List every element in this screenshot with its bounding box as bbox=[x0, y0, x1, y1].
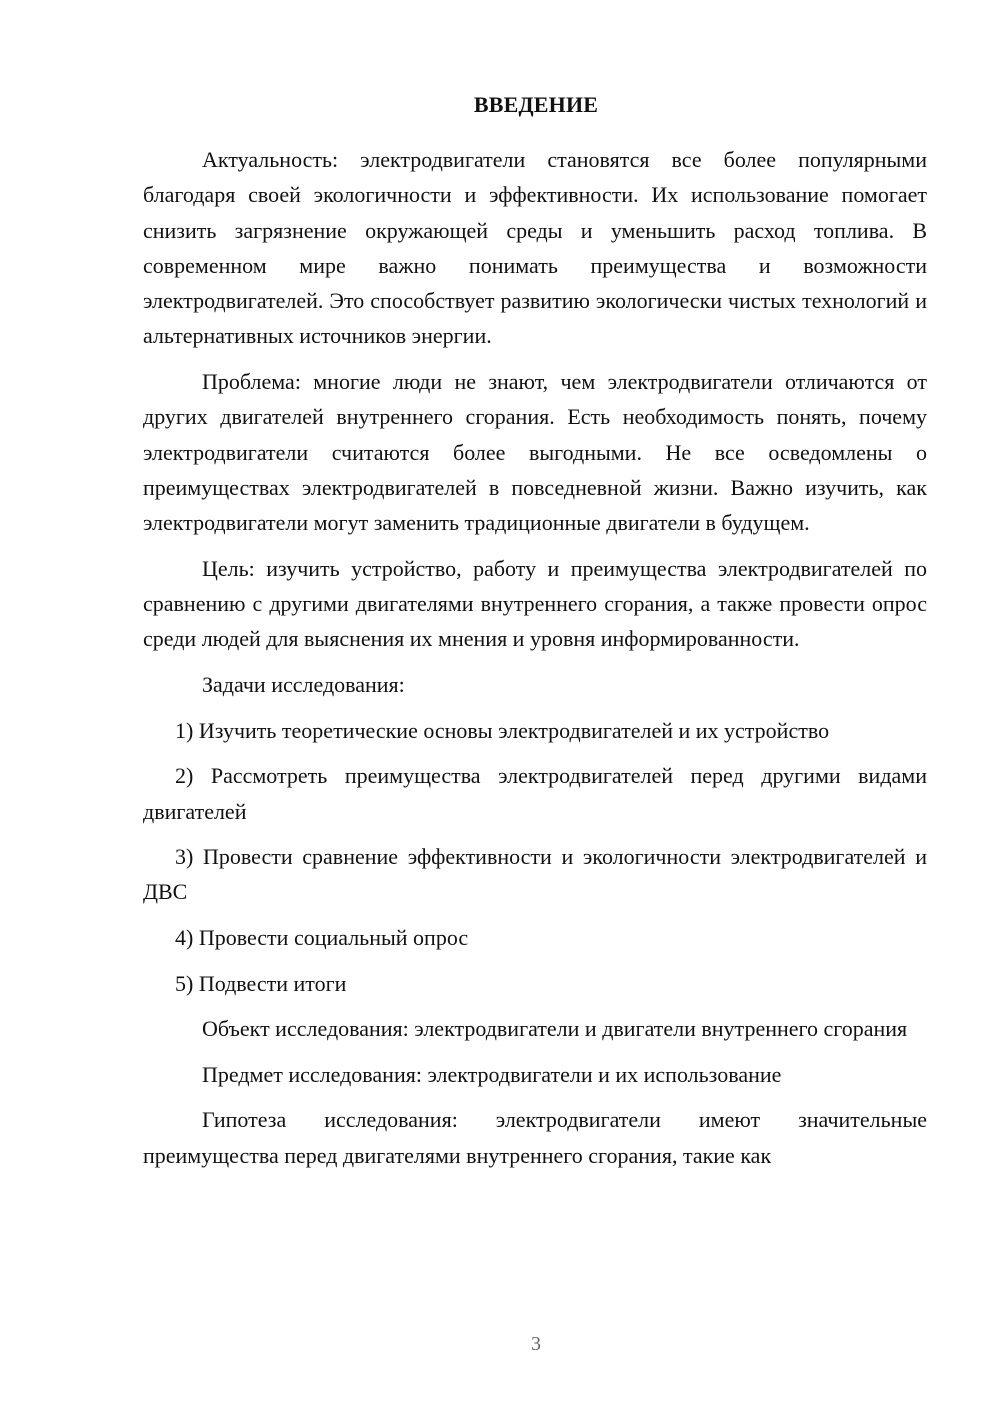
task-list-item: 4) Провести социальный опрос bbox=[175, 925, 469, 951]
task-list-item: 5) Подвести итоги bbox=[175, 970, 347, 996]
task-list-item: 2) Рассмотреть преимущества электродвигателей перед другими видами двигателей bbox=[143, 763, 927, 824]
task-list-item: 1) Изучить теоретические основы электродвигателей и их устройство bbox=[175, 717, 830, 743]
paragraph-problem: Проблема: многие люди не знают, чем электродвигатели отличаются от других двигателей внутреннего сгорания. Есть необходимость понять, почему электродвигатели считаются более выгодными. Не все осведомлены о преимуществах электродвигателей в повседневной жизни. Важно изучить, как электродвигатели могут заменить традиционные двигатели в будущем. bbox=[143, 369, 927, 536]
page-title: ВВЕДЕНИЕ bbox=[473, 92, 599, 117]
paragraph-relevance: Актуальность: электродвигатели становятся все более популярными благодаря своей экологичности и эффективности. Их использование помогает снизить загрязнение окружающей среды и уменьшить расход топлива. В современном мире важно понимать преимущества и возможности электродвигателей. Это способствует развитию экологически чистых технологий и альтернативных источников энергии. bbox=[143, 147, 927, 349]
paragraph-subject: Предмет исследования: электродвигатели и их использование bbox=[202, 1061, 782, 1087]
document-body bbox=[143, 142, 927, 1173]
paragraph-goal: Цель: изучить устройство, работу и преимущества электродвигателей по сравнению с другими двигателями внутреннего сгорания, а также провести опрос среди людей для выяснения их мнения и уровня информированности. bbox=[143, 555, 927, 652]
page-number: 3 bbox=[531, 1333, 541, 1355]
paragraph-object: Объект исследования: электродвигатели и двигатели внутреннего сгорания bbox=[202, 1016, 908, 1042]
paragraph-hypothesis: Гипотеза исследования: электродвигатели имеют значительные преимущества перед двигателями внутреннего сгорания, такие как bbox=[143, 1107, 927, 1168]
task-list-item: 3) Провести сравнение эффективности и экологичности электродвигателей и ДВС bbox=[143, 844, 927, 905]
paragraph-tasks-heading: Задачи исследования: bbox=[202, 672, 405, 698]
